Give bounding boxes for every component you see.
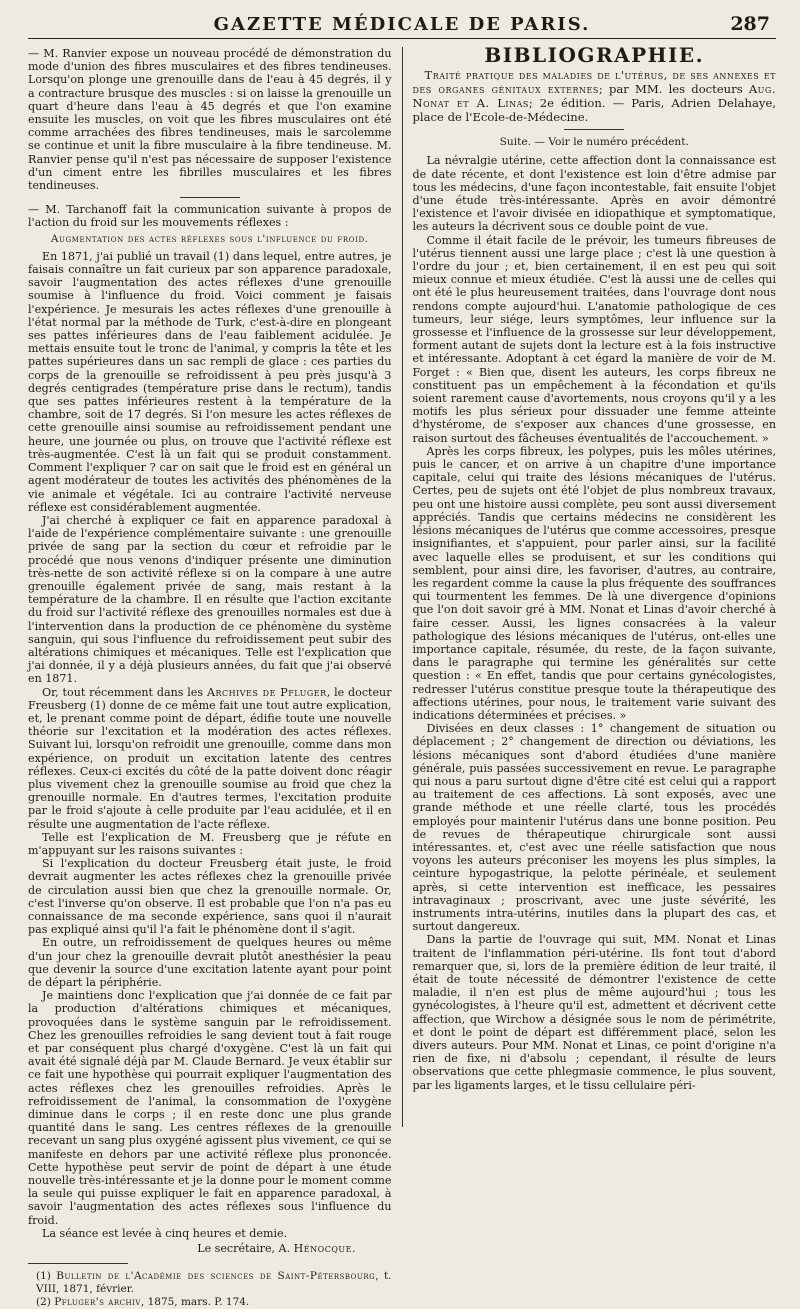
paragraph (28, 686, 392, 831)
footnote-2 (28, 1296, 392, 1309)
signature-suffix: . (351, 1242, 356, 1256)
paragraph: Si l'explication du docteur Freusberg était juste, le froid devrait augmenter les actes réflexes chez la grenouille privée de circulation aussi bien que chez la grenouille normale. Or, c'est l'inverse qu'on observe. Il est probable que l'on n'a pas eu connaissance de ma seconde expérience, sans quoi il n'aurait pas expliqué ainsi qu'il l'a fait le phénomène dont il s'agit. (28, 857, 392, 937)
paragraph: Telle est l'explication de M. Freusberg que je réfute en m'appuyant sur les raisons suivantes : (28, 830, 392, 857)
footnote-source: Bulletin de l'Académie des sciences de Saint-Pétersbourg (56, 1270, 376, 1283)
footnote-rule (28, 1263, 128, 1264)
separator-rule (180, 197, 240, 198)
bibliography-heading: BIBLIOGRAPHIE. (484, 43, 705, 67)
continued-note: Suite. — Voir le numéro précédent. (499, 136, 689, 149)
paragraph: La séance est levée à cinq heures et demie. (42, 1226, 288, 1240)
footnote-marker: (1) (36, 1270, 57, 1283)
text-run: Or, tout récemment dans les (42, 685, 207, 699)
book-title: Traité pratique des maladies de l'utérus, de ses annexes et des organes génitaux externes (412, 68, 776, 97)
paragraph: Je maintiens donc l'explication que j'ai donnée de ce fait par la production d'altérations chimiques et mécaniques, provoquées dans le système sanguin par le refroidissement. Chez les grenouilles refroidies le sang devient tout à fait rouge et par conséquent plus chargé d'oxygène. C'est là un fait qui avait été signalé déjà par M. Claude Bernard. Je veux établir sur ce fait une hypothèse qui pourrait expliquer l'augmentation des actes réflexes chez les grenouilles refroidies. Après le refroidissement de l'animal, la consommation de l'oxygène diminue dans le corps ; il en reste donc une plus grande quantité dans le sang. Les centres réflexes de la grenouille recevant un sang plus oxygéné agissent plus vivement, ce qui se manifeste en dehors par une activité réflexe plus prononcée. Cette hypothèse peut servir de point de départ à une étude nouvelle très-intéressante et je la donne pour le moment comme la seule qui puisse expliquer le fait en apparence paradoxal, à savoir l'augmentation des actes réflexes sous l'influence du froid. (28, 989, 392, 1227)
paragraph: Divisées en deux classes : 1° changement de situation ou déplacement ; 2° changement de direction ou déviations, les lésions mécaniques sont d'abord étudiées d'une manière générale, puis passées successivement en revue. Le paragraphe qui nous a paru surtout digne d'être cité est celui qui a rapport au traitement de ces affections. Là sont exposés, avec une grande méthode et une réelle clarté, tous les procédés employés pour maintenir l'utérus dans une bonne position. Peu de revues de thérapeutique chirurgicale sont aussi intéressantes. et, c'est avec une réelle satisfaction que nous voyons les auteurs préconiser les moyens les plus simples, la ceinture hypogastrique, la pelotte périnéale, et seulement après, si cette intervention est inefficace, les pessaires intravaginaux ; proscrivant, avec une juste sévérité, les instruments intra-utérins, inutiles dans la plupart des cas, et surtout dangereux. (412, 722, 776, 934)
signature-name: Hénocque (293, 1242, 352, 1256)
left-column (28, 47, 392, 1308)
paragraph: Après les corps fibreux, les polypes, puis les môles utérines, puis le cancer, et on arrive à un chapitre d'une importance capitale, celui qui traite des lésions mécaniques de l'utérus. Certes, peu de sujets ont été l'objet de plus nombreux travaux, peu ont une histoire aussi complète, peu sont aussi diversement appréciés. Tandis que certains médecins ne considèrent les lésions mécaniques de l'utérus que comme accessoires, presque insignifiantes, et s'appuient, pour parler ainsi, sur la facilité avec laquelle elles se produisent, et sur les conditions qui semblent, pour ainsi dire, les favoriser, d'autres, au contraire, les regardent comme la cause la plus fréquente des souffrances qui tourmentent les femmes. De là une divergence d'opinions que l'on doit savoir gré à MM. Nonat et Linas d'avoir cherché à faire cesser. Aussi, les lignes consacrées à la valeur pathologique des lésions mécaniques de l'utérus, ont-elles une importance capitale, résumée, du reste, de la façon suivante, dans le paragraphe qui termine les généralités sur cette question : « En effet, tandis que pour certains gynécologistes, redresser l'utérus constitue presque toute la thérapeutique des affections utérines, pour nous, le traitement varie suivant des indications déterminées et précises. » (412, 444, 776, 722)
column-divider (402, 47, 403, 1127)
paragraph: Dans la partie de l'ouvrage qui suit, MM. Nonat et Linas traitent de l'inflammation péri-utérine. Ils font tout d'abord remarquer que, si, lors de la première édition de leur traité, il était de toute nécessité de démontrer l'existence de cette maladie, il n'en est plus de même aujourd'hui ; tous les gynécologistes, à l'heure qu'il est, admettent et décrivent cette affection, que Wirchow a désignée sous le nom de périmétrite, et dont le point de départ est différemment placé, selon les divers auteurs. Pour MM. Nonat et Linas, ce point d'origine n'a rien de fixe, ni d'absolu ; cependant, il résulte de leurs observations que cette phlegmasie commence, le plus souvent, par les ligaments larges, et le tissu cellulaire péri- (412, 933, 776, 1092)
text-run: ; 2e édition. — Paris, Adrien Delahaye, place de l'Ecole-de-Médecine. (412, 96, 776, 125)
paragraph: Comme il était facile de le prévoir, les tumeurs fibreuses de l'utérus tiennent aussi une large place ; c'est là une question à l'ordre du jour ; et, bien certainement, il en est peu qui soit mieux connue et mieux étudiée. C'est là aussi une de celles qui ont été le plus heureusement traitées, dans l'ouvrage dont nous rendons compte aujourd'hui. L'anatomie pathologique de ces tumeurs, leur siége, leurs symptômes, leur influence sur la grossesse et l'influence de la grossesse sur leur développement, forment autant de sujets dont la lecture est à la fois instructive et intéressante. Adoptant à cet égard la manière de voir de M. Forget : « Bien que, disent les auteurs, les corps fibreux ne constituent pas un empêchement à la fécondation et qu'ils soient rarement cause d'avortements, nous croyons qu'il y a les motifs les plus sérieux pour dissuader une femme atteinte d'hystérome, de s'exposer aux chances d'une grossesse, en raison surtout des fâcheuses éventualités de l'accouchement. » (412, 233, 776, 445)
two-column-body (28, 43, 777, 1308)
footnote-1 (28, 1270, 392, 1296)
paragraph: La névralgie utérine, cette affection dont la connaissance est de date récente, et dont l'existence est loin d'être admise par tous les médecins, d'une façon incontestable, fait ensuite l'objet d'une étude très-intéressante. Après en avoir démontré l'existence et l'avoir divisée en idiopathique et symptomatique, les auteurs la décrivent sous ce double point de vue. (412, 154, 776, 234)
book-reference (413, 68, 777, 124)
signature-prefix: Le secrétaire, A. (197, 1242, 294, 1256)
page-header (28, 10, 776, 39)
paragraph: En 1871, j'ai publié un travail (1) dans lequel, entre autres, je faisais connaître un fait curieux par son apparence paradoxale, savoir l'augmentation des actes réflexes d'une grenouille soumise à l'influence du froid. Voici comment je faisais l'expérience. Je mesurais les actes réflexes d'une grenouille à l'état normal par la méthode de Turk, c'est-à-dire en plongeant ses pattes inférieures dans de l'eau faiblement acidulée. Je mettais ensuite tout le tronc de l'animal, y compris la tête et les pattes supérieures dans un sac rempli de glace : ces parties du corps de la grenouille se refroidissent à peu près jusqu'à 3 degrés centigrades (température prise dans le rectum), tandis que ses pattes inférieures restent à la température de la chambre, soit de 17 degrés. Si l'on mesure les actes réflexes de cette grenouille ainsi soumise au refroidissement pendant une heure, une journée ou plus, on trouve que l'activité réflexe est très-augmentée. C'est là un fait qui se produit constamment. Comment l'expliquer ? car on sait que le froid est en général un agent modérateur de toutes les activités des phénomènes de la vie animale et végétale. Ici au contraire l'activité nerveuse réflexe est considérablement augmentée. (28, 249, 392, 514)
page-number: 287 (730, 13, 770, 35)
footnote-marker: (2) (36, 1295, 55, 1308)
text-run: , le docteur Freusberg (1) donne de ce même fait une tout autre explication, et, le prenant comme point de départ, édifie toute une nouvelle théorie sur l'excitation et la modération des actes réflexes. Suivant lui, lorsqu'on refroidit une grenouille, comme dans mon expérience, on produit un excitation latente des centres réflexes. Ceux-ci excités du côté de la patte doivent donc réagir plus vivement chez la grenouille soumise au froid que chez la grenouille normale. En d'autres termes, l'excitation produite par le froid s'ajoute à celle produite par l'eau acidulée, et il en résulte une augmentation de l'acte réflexe. (28, 685, 392, 831)
footnote-source: Pfluger's archiv (54, 1295, 141, 1308)
archives-title: Archives de Pfluger (206, 685, 327, 699)
signature (28, 1242, 392, 1255)
paragraph: En outre, un refroidissement de quelques heures ou même d'un jour chez la grenouille devrait plutôt anesthésier la peau que devenir la source d'une excitation latente ayant pour point de départ la périphérie. (28, 936, 392, 990)
text-run: ; par MM. les docteurs (598, 82, 749, 97)
tarchanoff-intro: — M. Tarchanoff fait la communication suivante à propos de l'action du froid sur les mouvements réflexes : (28, 203, 392, 230)
right-column (412, 43, 777, 1135)
ranvier-paragraph: — M. Ranvier expose un nouveau procédé de démonstration du mode d'union des fibres musculaires et des fibres tendineuses. Lorsqu'on plonge une grenouille dans de l'eau à 45 degrés, il y a contracture brusque des muscles : si on laisse la grenouille un quart d'heure dans l'eau à 45 degrés et que l'on examine ensuite les muscles, on voit que les fibres musculaires ont été comme arrachées des fibres tendineuses, mais le sarcolemme se continue et unit la fibre musculaire à la fibre tendineuse. M. Ranvier pense qu'il n'est pas nécessaire de supposer l'existence d'un ciment entre les fibrilles musculaires et les fibres tendineuses. (28, 47, 392, 193)
journal-title: GAZETTE MÉDICALE DE PARIS. (213, 14, 591, 35)
paragraph: J'ai cherché à expliquer ce fait en apparence paradoxal à l'aide de l'expérience complémentaire suivante : une grenouille privée de sang par la section du cœur et refroidie par le procédé que nous venons d'indiquer présente une diminution très-nette de son activité réflexe si on la compare à une autre grenouille également privée de sang, mais restant à la température de la chambre. Il en résulte que l'action excitante du froid sur l'activité réflexe des grenouilles normales est due à l'intervention dans la production de ce phénomène du système sanguin, qui sous l'influence du refroidissement peut subir des altérations chimiques et mécaniques. Telle est l'explication que j'ai donnée, il y a déjà plusieurs années, du fait que j'ai observé en 1871. (28, 513, 392, 686)
footnote-detail: , t. VIII, 1871, février. (36, 1270, 392, 1296)
book-authors: Aug. Nonat et A. Linas (412, 82, 777, 111)
footnote-detail: , 1875, mars. P. 174. (140, 1295, 250, 1308)
section-heading: Augmentation des actes réflexes sous l'influence du froid. (50, 232, 369, 245)
separator-rule (564, 129, 624, 130)
